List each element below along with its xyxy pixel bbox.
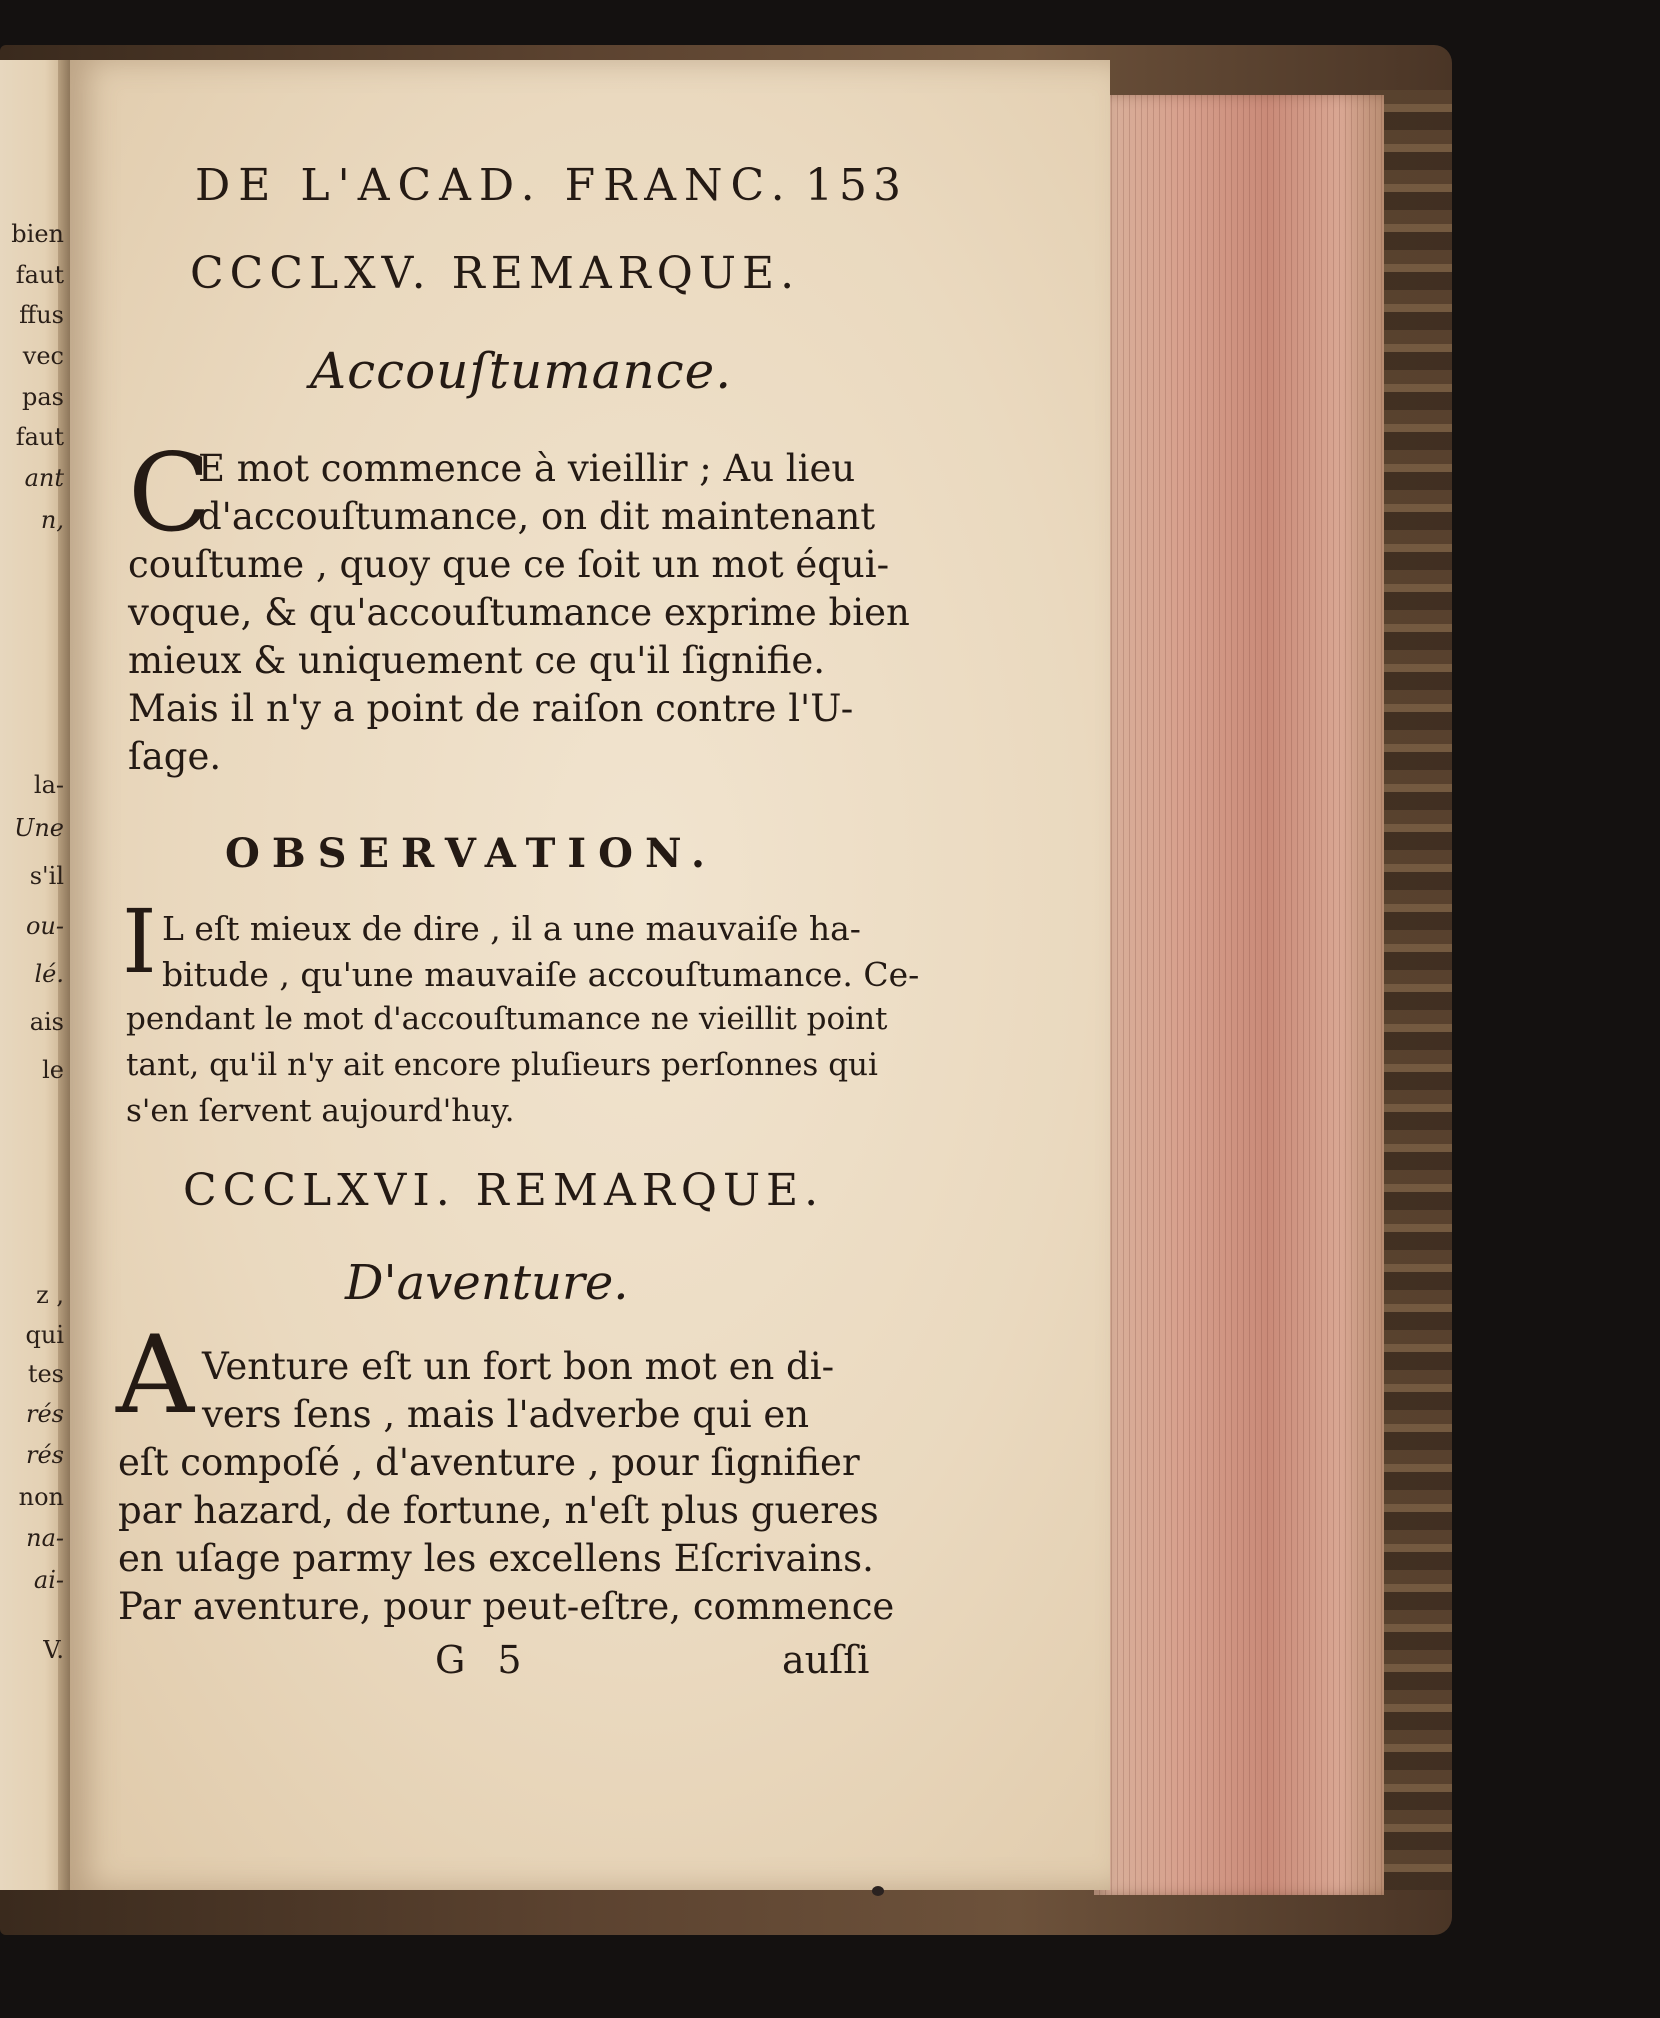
fragment: n,: [40, 506, 64, 534]
body-line: L eſt mieux de dire , il a une mauvaiſe ha-: [162, 909, 861, 948]
body-line: mieux & uniquement ce qu'il ſignifie.: [128, 639, 826, 682]
fragment: tes: [27, 1360, 64, 1388]
remark-heading: CCCLXV. REMARQUE.: [190, 248, 801, 299]
remark-heading: CCCLXVI. REMARQUE.: [183, 1165, 825, 1216]
body-line: d'accouſtumance, on dit maintenant: [198, 495, 876, 538]
fragment: ou-: [25, 912, 64, 940]
fragment: bien: [11, 220, 64, 248]
remark-title: D'aventure.: [345, 1255, 629, 1311]
body-line: s'en ſervent aujourd'huy.: [126, 1093, 515, 1129]
fragment: faut: [15, 261, 64, 289]
fragment: non: [18, 1483, 64, 1511]
body-line: eſt compoſé , d'aventure , pour ſignifier: [118, 1441, 860, 1484]
drop-cap: A: [116, 1313, 194, 1438]
fragment: rés: [26, 1400, 64, 1428]
catchword: auſſi: [782, 1638, 870, 1682]
body-line: pendant le mot d'accouſtumance ne vieillit point: [126, 1001, 888, 1037]
fragment: s'il: [29, 862, 64, 890]
fragment: pas: [22, 383, 64, 411]
fragment: ai-: [33, 1566, 64, 1594]
fragment: ais: [29, 1008, 64, 1036]
body-line: vers ſens , mais l'adverbe qui en: [202, 1393, 810, 1436]
body-line: E mot commence à vieillir ; Au lieu: [198, 447, 856, 490]
fragment: Une: [14, 814, 64, 842]
fragment: le: [42, 1056, 64, 1084]
body-line: tant, qu'il n'y ait encore pluſieurs perſonnes qui: [126, 1047, 878, 1083]
body-line: couſtume , quoy que ce ſoit un mot équi-: [128, 543, 890, 586]
fragment: ant: [24, 464, 64, 492]
body-line: Venture eſt un fort bon mot en di-: [202, 1345, 835, 1388]
fragment: vec: [22, 342, 64, 370]
page-block-edges: [1094, 95, 1384, 1895]
drop-cap: I: [122, 890, 157, 993]
fragment: rés: [26, 1441, 64, 1469]
left-page-text: [0, 0, 64, 2018]
body-line: Par aventure, pour peut-eſtre, commence: [118, 1585, 895, 1628]
remark-title: Accouſtumance.: [310, 342, 733, 400]
drop-cap: C: [128, 431, 211, 556]
observation-heading: OBSERVATION.: [225, 830, 717, 877]
fragment: na-: [26, 1524, 64, 1552]
body-line: bitude , qu'une mauvaiſe accouſtumance. Ce-: [162, 955, 920, 994]
fragment: z ,: [36, 1281, 64, 1309]
body-line: voque, & qu'accouſtumance exprime bien: [128, 591, 910, 634]
signature-mark: G 5: [435, 1638, 532, 1682]
fragment: faut: [15, 423, 64, 451]
running-title: DE L'ACAD. FRANC.: [195, 160, 793, 211]
dirt-speck: [872, 1886, 884, 1896]
fragment: qui: [25, 1321, 64, 1349]
body-line: Mais il n'y a point de raiſon contre l'U-: [128, 687, 854, 730]
fragment: la-: [33, 771, 64, 799]
fragment: ffus: [19, 301, 64, 329]
fragment: lé.: [34, 960, 64, 988]
body-line: par hazard, de fortune, n'eſt plus gueres: [118, 1489, 879, 1532]
body-line: ſage.: [128, 735, 222, 778]
page-number: 153: [805, 160, 907, 211]
fragment: V.: [43, 1636, 64, 1664]
body-line: en uſage parmy les excellens Eſcrivains.: [118, 1537, 874, 1580]
